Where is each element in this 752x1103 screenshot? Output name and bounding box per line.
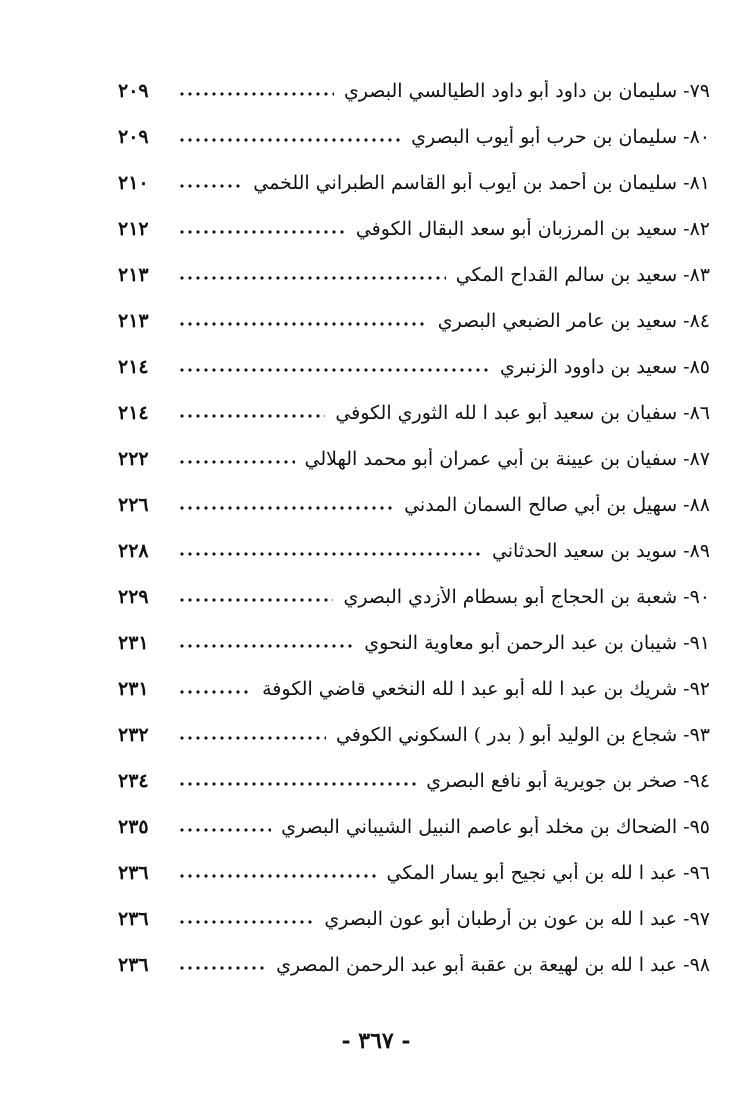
- toc-entry: [118, 942, 710, 988]
- dot-leader: [178, 689, 252, 695]
- entry-page-number: ٢١٤: [118, 356, 149, 378]
- entry-page-number: ٢٢٦: [118, 494, 149, 516]
- toc-entry: [118, 896, 710, 942]
- entry-page-number: ٢٢٩: [118, 586, 149, 608]
- toc-entry: [118, 804, 710, 850]
- toc-entry: [118, 574, 710, 620]
- dot-leader: [178, 367, 490, 373]
- toc-entry: [118, 758, 710, 804]
- entry-title: ٩٠- شعبة بن الحجاج أبو بسطام الأزدي البصري: [343, 586, 710, 608]
- entry-title: ٩٦- عبد ا لله بن أبي نجيح أبو يسار المكي: [386, 862, 710, 884]
- entry-title: ٩٨- عبد ا لله بن لهيعة بن عقبة أبو عبد الرحمن المصري: [276, 954, 710, 976]
- entry-title: ٩٥- الضحاك بن مخلد أبو عاصم النبيل الشيباني البصري: [281, 816, 710, 838]
- toc-entry: [118, 528, 710, 574]
- toc-entry: [118, 344, 710, 390]
- entry-title: ٨٧- سفيان بن عيينة بن أبي عمران أبو محمد الهلالي: [304, 448, 710, 470]
- toc-entry: [118, 252, 710, 298]
- dot-leader: [178, 873, 377, 879]
- entry-page-number: ٢٠٩: [118, 126, 149, 148]
- dot-leader: [178, 91, 334, 97]
- entry-page-number: ٢٢٢: [118, 448, 149, 470]
- toc-entry: [118, 850, 710, 896]
- dot-leader: [178, 735, 326, 741]
- dot-leader: [178, 137, 401, 143]
- entry-title: ٨٣- سعيد بن سالم القداح المكي: [455, 264, 710, 286]
- entry-page-number: ٢٣١: [118, 632, 149, 654]
- entry-page-number: ٢١٢: [118, 218, 149, 240]
- entry-title: ٩٢- شريك بن عبد ا لله أبو عبد ا لله النخعي قاضي الكوفة: [262, 678, 710, 700]
- entry-page-number: ٢٣٤: [118, 770, 149, 792]
- entry-page-number: ٢١٣: [118, 310, 149, 332]
- dot-leader: [178, 643, 354, 649]
- entry-title: ٨١- سليمان بن أحمد بن أيوب أبو القاسم الطبراني اللخمي: [253, 172, 710, 194]
- dot-leader: [178, 551, 482, 557]
- entry-title: ٨٨- سهيل بن أبي صالح السمان المدني: [404, 494, 710, 516]
- dot-leader: [178, 183, 243, 189]
- entry-page-number: ٢٣٦: [118, 908, 149, 930]
- toc-entry: [118, 436, 710, 482]
- toc-entry: [118, 620, 710, 666]
- toc-entry: [118, 298, 710, 344]
- entry-title: ٨٥- سعيد بن داوود الزنبري: [499, 356, 710, 378]
- entry-title: ٩٧- عبد ا لله بن عون بن أرطبان أبو عون البصري: [324, 908, 710, 930]
- entry-title: ٩٤- صخر بن جويرية أبو نافع البصري: [426, 770, 710, 792]
- toc-entry: [118, 206, 710, 252]
- toc-entry: [118, 68, 710, 114]
- entry-page-number: ٢١٣: [118, 264, 149, 286]
- dot-leader: [178, 781, 416, 787]
- dot-leader: [178, 229, 346, 235]
- entry-page-number: ٢٣٦: [118, 954, 149, 976]
- entry-title: ٨٠- سليمان بن حرب أبو أيوب البصري: [411, 126, 710, 148]
- dot-leader: [178, 505, 394, 511]
- toc-entry: [118, 482, 710, 528]
- entry-page-number: ٢٢٨: [118, 540, 149, 562]
- entry-title: ٨٤- سعيد بن عامر الضبعي البصري: [437, 310, 710, 332]
- page-number: - ٣٦٧ -: [341, 1028, 411, 1054]
- toc-entry: [118, 712, 710, 758]
- dot-leader: [178, 965, 266, 971]
- dot-leader: [178, 321, 428, 327]
- entry-title: ٩١- شيبان بن عبد الرحمن أبو معاوية النحوي: [364, 632, 710, 654]
- entry-title: ٩٣- شجاع بن الوليد أبو ( بدر ) السكوني الكوفي: [335, 724, 710, 746]
- toc-entry: [118, 160, 710, 206]
- entry-title: ٨٩- سويد بن سعيد الحدثاني: [491, 540, 710, 562]
- entry-title: ٧٩- سليمان بن داود أبو داود الطيالسي البصري: [343, 80, 710, 102]
- toc-entry: [118, 666, 710, 712]
- dot-leader: [178, 597, 333, 603]
- entry-page-number: ٢٣١: [118, 678, 149, 700]
- dot-leader: [178, 827, 271, 833]
- entry-page-number: ٢١٠: [118, 172, 149, 194]
- entry-page-number: ٢٣٥: [118, 816, 149, 838]
- entry-page-number: ٢١٤: [118, 402, 149, 424]
- toc-entry: [118, 114, 710, 160]
- dot-leader: [178, 275, 446, 281]
- entry-title: ٨٢- سعيد بن المرزبان أبو سعد البقال الكوفي: [355, 218, 710, 240]
- entry-page-number: ٢٣٦: [118, 862, 149, 884]
- entry-title: ٨٦- سفيان بن سعيد أبو عبد ا لله الثوري الكوفي: [335, 402, 710, 424]
- dot-leader: [178, 459, 295, 465]
- dot-leader: [178, 919, 314, 925]
- table-of-contents: [118, 68, 710, 988]
- dot-leader: [178, 413, 325, 419]
- toc-entry: [118, 390, 710, 436]
- entry-page-number: ٢٠٩: [118, 80, 149, 102]
- entry-page-number: ٢٣٢: [118, 724, 149, 746]
